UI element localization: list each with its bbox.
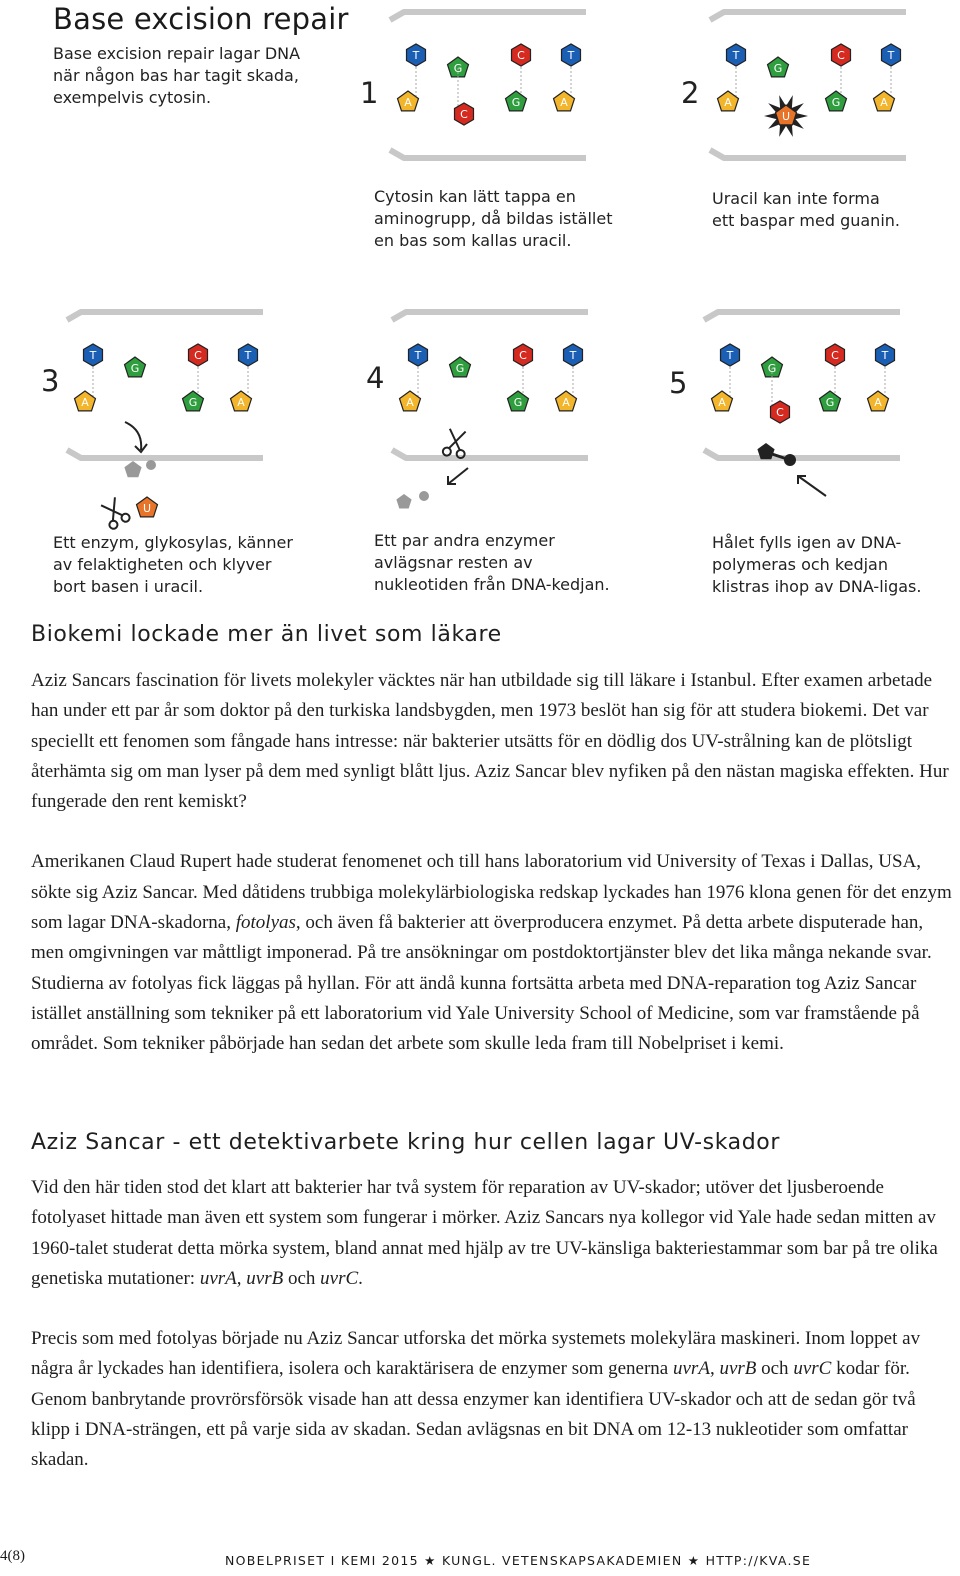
step-number-4: 4 <box>366 361 385 395</box>
scissors-icon <box>98 496 131 530</box>
diagram-step-1 <box>386 0 596 170</box>
base-letter: T <box>726 349 734 362</box>
paragraph <box>31 1173 956 1294</box>
text-run: och <box>756 1358 794 1380</box>
base-letter: T <box>881 349 889 362</box>
base-letter: A <box>880 96 888 109</box>
base-a <box>868 391 889 411</box>
gene-name: uvrB <box>246 1267 284 1289</box>
base-c <box>771 401 790 423</box>
arrow-icon <box>125 422 147 452</box>
base-letter: G <box>825 396 835 409</box>
step-4-caption: Ett par andra enzymer avlägsnar resten av nukleotiden från DNA-kedjan. <box>374 531 610 594</box>
base-letter: A <box>874 396 882 409</box>
base-letter: T <box>412 49 420 62</box>
base-a <box>712 391 733 411</box>
arrow-icon <box>798 476 826 496</box>
arrow-icon <box>448 468 468 484</box>
backbone-bottom <box>710 150 906 158</box>
base-g <box>820 391 841 411</box>
gene-name: uvrC <box>320 1267 359 1289</box>
backbone-bottom <box>392 450 588 458</box>
scissors-icon <box>442 428 468 458</box>
scissors-handle <box>456 449 465 458</box>
backbone-bottom <box>704 450 900 458</box>
base-letter: C <box>831 349 839 362</box>
base-t <box>564 344 583 366</box>
step-3-caption: Ett enzym, glykosylas, känner av felaktigheten och klyver bort basen i uracil. <box>53 533 293 596</box>
base-g <box>506 91 527 111</box>
base-letter: A <box>237 396 245 409</box>
base-g <box>450 357 471 377</box>
base-letter: G <box>453 62 463 75</box>
base-letter: C <box>776 406 784 419</box>
gene-name: uvrB <box>719 1358 757 1380</box>
paragraph: Aziz Sancars fascination för livets molekyler väcktes när han utbildade sig till läkare i Istanbul. Efter examen arbetade han under ett par år som doktor på den turkiska landsbygden, men 1973 beslöt han sig för att studera biokemi. Det var speciellt ett fenomen som fångade hans intresse: när bakterier utsätts för en dödlig dos UV-strålning kan de plötsligt återhämta sig om man lyser på dem med synligt blått ljus. Aziz Sancar blev nyfiken på den nästan magiska effekten. Hur fungerade den rent kemiskt? <box>31 670 949 813</box>
base-a <box>874 91 895 111</box>
text-run: Amerikanen Claud Rupert hade studerat fenomenet och till hans laboratorium vid University of Texas i Dallas, USA, sökte sig Aziz Sancar. Med dåtidens trubbiga molekylärbiologiska redskap lyckades han 1976 klona genen för det enzym som lagar DNA-skadorna, <box>31 851 952 934</box>
base-letter: G <box>767 362 777 375</box>
base-letter: A <box>718 396 726 409</box>
base-c <box>512 44 531 66</box>
base-a <box>718 91 739 111</box>
base-t <box>721 344 740 366</box>
section-2-title: Aziz Sancar - ett detektivarbete kring hur cellen lagar UV-skador <box>31 1130 781 1155</box>
new-sugar <box>757 443 774 459</box>
base-letter: U <box>781 110 791 123</box>
base-t <box>727 44 746 66</box>
base-letter: C <box>460 108 468 121</box>
diagram-step-5 <box>700 300 910 530</box>
base-t <box>876 344 895 366</box>
backbone-bottom <box>67 450 263 458</box>
text-run: , <box>709 1358 720 1380</box>
backbone-top <box>390 12 586 20</box>
base-g <box>508 391 529 411</box>
base-c <box>455 103 474 125</box>
scissors-handle <box>442 447 451 456</box>
step-1-caption: Cytosin kan lätt tappa en aminogrupp, då bildas istället en bas som kallas uracil. <box>374 187 613 250</box>
base-letter: C <box>517 49 525 62</box>
step-2-caption: Uracil kan inte forma ett baspar med guanin. <box>712 189 900 230</box>
base-letter: A <box>560 96 568 109</box>
base-letter: T <box>414 349 422 362</box>
base-a <box>556 391 577 411</box>
base-letter: A <box>406 396 414 409</box>
base-a <box>400 391 421 411</box>
base-letter: T <box>89 349 97 362</box>
text-run: , <box>236 1267 247 1289</box>
text-run: Precis som med fotolyas började nu Aziz Sancar utforska det mörka systemets molekylära maskineri. Inom loppet av några år lyckades han identifiera, isolera och karaktärisera de enzymer som generna <box>31 1328 921 1380</box>
text-run: kodar för. Genom banbrytande provrörsförsök visade han att dessa enzymer kan identifiera UV-skador och att de sedan gör två klipp i DNA-strängen, ett på varje sida av skadan. Sedan avlägsnas en bit DNA om 12-13 nukleotider som omfattar skadan. <box>31 1358 916 1471</box>
diagram-step-3 <box>63 300 273 530</box>
step-number-3: 3 <box>41 364 60 398</box>
step-number-1: 1 <box>360 76 379 110</box>
base-t <box>239 344 258 366</box>
base-letter: G <box>831 96 841 109</box>
base-c <box>832 44 851 66</box>
base-letter: G <box>513 396 523 409</box>
base-g <box>826 91 847 111</box>
backbone-top <box>67 312 263 320</box>
text-run: , och även få bakterier att överproducera enzymet. På detta arbete disputerade han, men omgivningen var måttligt imponerad. På tre ansökningar om postdoktortjänster blev det lika många nekande svar. Studierna av fotolyas fick läggas på hyllan. För att ändå kunna fortsätta arbeta med DNA-reparation tog Aziz Sancar istället anställning som tekniker på ett laboratorium vid Yale University School of Medicine, som var framstående på området. Som tekniker påbörjade han sedan det arbete som skulle leda fram till Nobelpriset i kemi. <box>31 912 932 1055</box>
gene-name: uvrA <box>199 1267 237 1289</box>
base-letter: A <box>81 396 89 409</box>
base-letter: T <box>567 49 575 62</box>
base-letter: A <box>404 96 412 109</box>
section-2-body <box>31 1173 956 1476</box>
base-letter: T <box>569 349 577 362</box>
base-a <box>554 91 575 111</box>
sugar-remnant <box>396 494 411 509</box>
diagram-step-2 <box>706 0 916 170</box>
base-t <box>84 344 103 366</box>
intro-text: Base excision repair lagar DNA när någon bas har tagit skada, exempelvis cytosin. <box>53 44 301 107</box>
base-a <box>231 391 252 411</box>
base-t <box>409 344 428 366</box>
paragraph <box>31 847 956 1059</box>
base-letter: C <box>519 349 527 362</box>
base-letter: C <box>837 49 845 62</box>
sugar-remnant <box>124 461 141 477</box>
base-letter: G <box>455 362 465 375</box>
section-1-body <box>31 666 956 1060</box>
base-letter: T <box>732 49 740 62</box>
page-number: 4(8) <box>0 1548 25 1564</box>
base-t <box>882 44 901 66</box>
backbone-top <box>710 12 906 20</box>
base-letter: T <box>887 49 895 62</box>
base-c <box>189 344 208 366</box>
step-number-2: 2 <box>681 76 700 110</box>
backbone-bottom <box>390 150 586 158</box>
base-a <box>75 391 96 411</box>
base-letter: G <box>511 96 521 109</box>
base-t <box>407 44 426 66</box>
base-t <box>562 44 581 66</box>
step-number-5: 5 <box>669 366 688 400</box>
base-letter: U <box>142 502 152 515</box>
base-g <box>183 391 204 411</box>
scissors-handle <box>108 519 119 530</box>
base-letter: A <box>562 396 570 409</box>
gene-name: uvrC <box>793 1358 832 1380</box>
phosphate-node <box>146 460 156 470</box>
base-letter: G <box>130 362 140 375</box>
page-title: Base excision repair <box>53 2 349 36</box>
text-run: och <box>283 1267 321 1289</box>
text-run: . <box>358 1267 363 1289</box>
phosphate-node <box>419 491 429 501</box>
footer-text: NOBELPRISET I KEMI 2015 ★ KUNGL. VETENSKAPSAKADEMIEN ★ HTTP://KVA.SE <box>225 1553 812 1568</box>
text-run: Vid den här tiden stod det klart att bakterier har två system för reparation av UV-skador; utöver det ljusberoende fotolyaset hittade man även ett system som fungerar i mörker. Aziz Sancars nya kollegor vid Yale hade sedan mitten av 1960-talet studerat detta mörka system, bland annat med hjälp av tre UV-känsliga bakteriestammar som bar på tre olika genetiska mutationer: <box>31 1177 938 1289</box>
backbone-top <box>704 312 900 320</box>
base-u <box>137 497 158 517</box>
new-phosphate <box>784 454 796 466</box>
base-c <box>826 344 845 366</box>
base-g <box>125 357 146 377</box>
diagram-step-4 <box>388 300 598 530</box>
base-letter: G <box>188 396 198 409</box>
base-letter: G <box>773 62 783 75</box>
base-letter: A <box>724 96 732 109</box>
base-g <box>768 57 789 77</box>
italic-term: fotolyas <box>235 912 296 934</box>
base-letter: C <box>194 349 202 362</box>
base-c <box>514 344 533 366</box>
base-letter: T <box>244 349 252 362</box>
base-a <box>398 91 419 111</box>
section-1-title: Biokemi lockade mer än livet som läkare <box>31 622 502 647</box>
gene-name: uvrA <box>673 1358 710 1380</box>
paragraph <box>31 1324 956 1475</box>
step-5-caption: Hålet fylls igen av DNA- polymeras och kedjan klistras ihop av DNA-ligas. <box>712 533 922 596</box>
backbone-top <box>392 312 588 320</box>
